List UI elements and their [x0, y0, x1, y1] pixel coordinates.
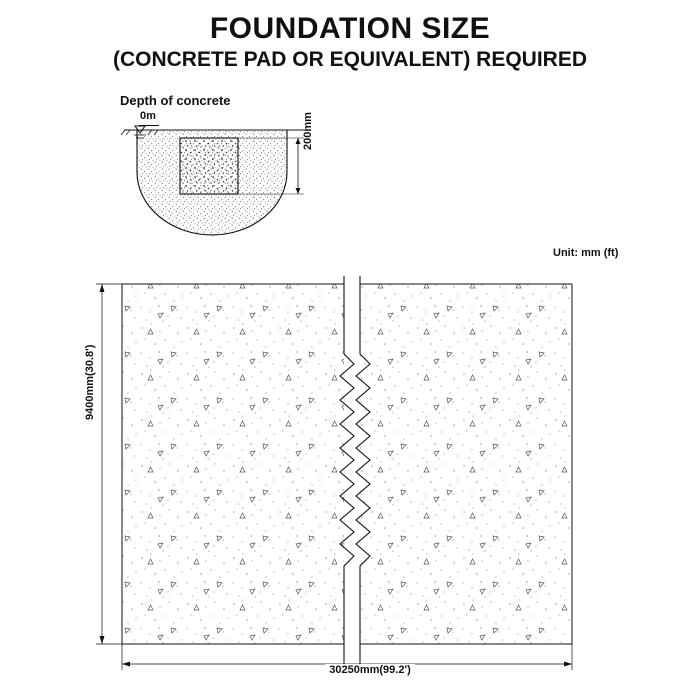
unit-note: Unit: mm (ft) — [553, 247, 619, 259]
foundation-plan — [92, 276, 602, 676]
horizontal-dimension-text: 30250mm(99.2') — [325, 664, 415, 676]
depth-dimension-label: 200mm — [302, 112, 314, 150]
ground-level-label: 0m — [140, 110, 156, 122]
depth-of-concrete-label: Depth of concrete — [120, 93, 231, 108]
horizontal-dimension-label — [0, 664, 700, 676]
section-detail — [112, 112, 342, 242]
page-title: FOUNDATION SIZE — [209, 12, 491, 45]
foundation-plan-svg — [92, 276, 602, 676]
concrete-pad-block — [180, 138, 238, 194]
title-block — [0, 12, 700, 73]
slab-right — [360, 284, 572, 644]
slab-left — [122, 284, 344, 644]
page-subtitle: (CONCRETE PAD OR EQUIVALENT) REQUIRED — [112, 48, 588, 71]
ground-level-underline — [139, 125, 159, 126]
vertical-dimension-label: 9400mm(30.8') — [84, 344, 96, 420]
